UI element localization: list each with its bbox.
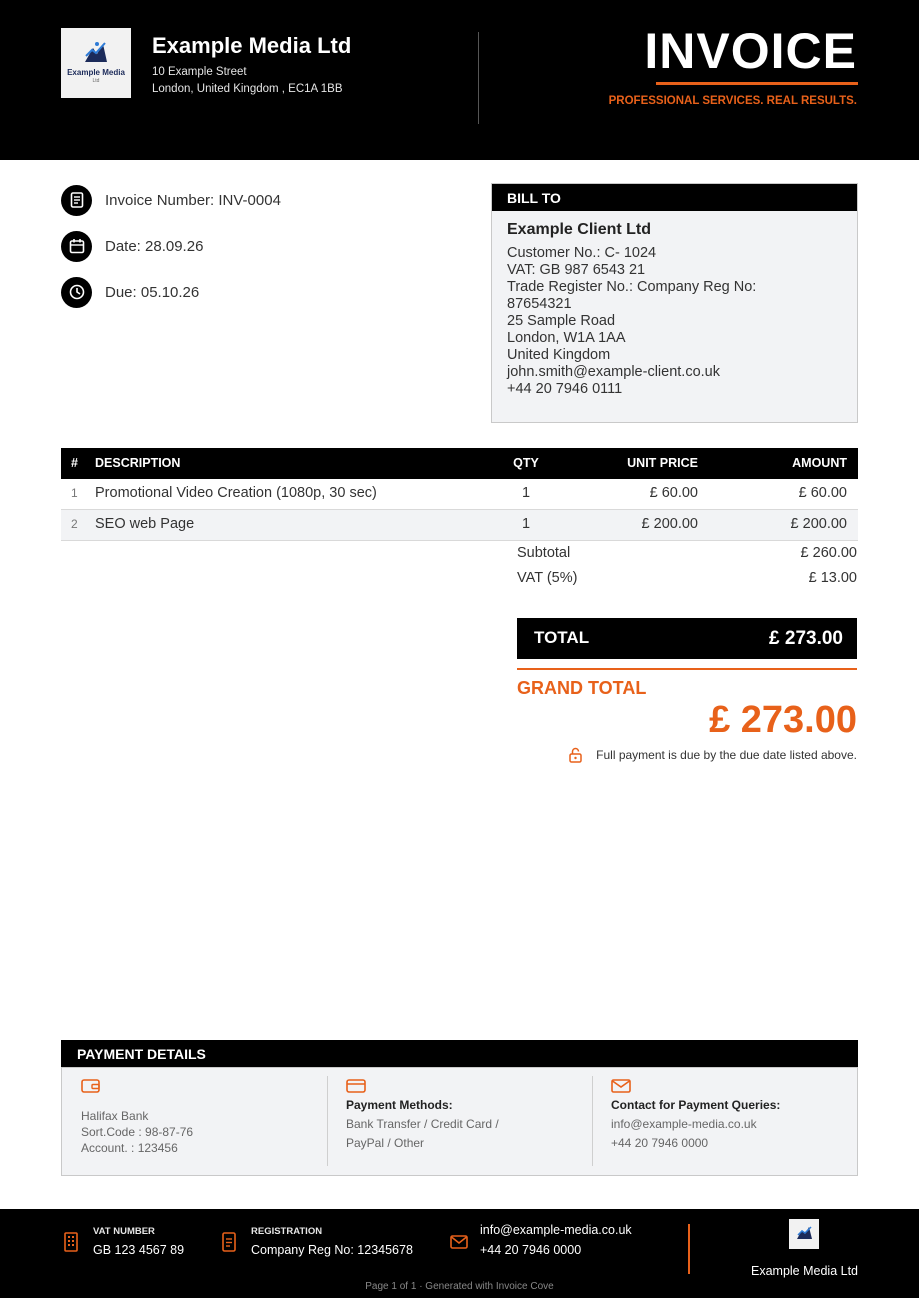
vat-label: VAT (5%) [517,570,578,586]
payment-methods-line: PayPal / Other [346,1136,425,1150]
contact-email[interactable]: info@example-media.co.uk [611,1117,757,1131]
column-divider [592,1076,593,1166]
grand-total-value: £ 273.00 [709,699,857,741]
wallet-icon [81,1078,101,1094]
table-row [61,479,858,510]
date-row [61,230,203,262]
title-underline [656,82,858,85]
invoice-title: INVOICE [644,23,857,79]
address-line: 10 Example Street [152,66,247,78]
invoice-date: Date: 28.09.26 [105,237,204,255]
row-num: 2 [71,517,78,531]
grand-total-label: GRAND TOTAL [517,678,647,698]
total-value: £ 273.00 [769,628,843,649]
payment-note [569,747,857,763]
vat-number-label: VAT NUMBER [93,1226,155,1237]
payment-details-heading: PAYMENT DETAILS [61,1040,858,1067]
contact-title: Contact for Payment Queries: [611,1098,781,1112]
payment-methods [346,1076,586,1166]
invoice-footer [0,1209,919,1298]
due-date: Due: 05.10.26 [105,283,200,301]
footer-logo [789,1219,819,1249]
total-label: TOTAL [534,628,590,647]
company-name: Example Media Ltd [152,33,352,58]
invoice-number: Invoice Number: INV-0004 [105,191,281,209]
client-detail-line: United Kingdom [507,347,611,363]
client-detail-line: Trade Register No.: Company Reg No: [507,279,757,295]
footer-phone: +44 20 7946 0000 [480,1243,582,1257]
client-detail-line: Customer No.: C- 1024 [507,245,657,261]
tagline: PROFESSIONAL SERVICES. REAL RESULTS. [608,95,857,107]
vat-row [517,570,857,586]
address-line: London, United Kingdom , EC1A 1BB [152,83,343,95]
table-row [61,510,858,541]
payment-methods-line: Bank Transfer / Credit Card / [346,1117,499,1131]
bank-name: Halifax Bank [81,1109,149,1123]
footer-company-name: Example Media Ltd [751,1264,859,1278]
invoice-header [0,0,919,160]
client-name: Example Client Ltd [507,221,652,238]
col-unit-price: UNIT PRICE [627,456,698,470]
footer-divider [688,1224,690,1274]
row-qty: 1 [521,485,531,501]
card-icon [346,1078,366,1094]
row-unit-price: £ 60.00 [649,485,698,501]
header-divider [478,32,479,124]
row-qty: 1 [521,516,531,532]
bill-to-heading: BILL TO [492,184,857,211]
row-amount: £ 200.00 [790,516,847,532]
logo-text: Example Media [67,68,125,77]
row-description: SEO web Page [95,516,195,532]
bank-details [81,1076,321,1166]
subtotal-label: Subtotal [517,545,571,561]
page-info: Page 1 of 1 · Generated with Invoice Cove [365,1281,554,1292]
due-row [61,276,199,308]
client-email: john.smith@example-client.co.uk [507,364,720,380]
col-qty: QTY [513,456,539,470]
footer-email[interactable]: info@example-media.co.uk [480,1223,632,1237]
client-detail-line: 25 Sample Road [507,313,616,329]
registration-label: REGISTRATION [251,1226,323,1237]
grand-total-divider [517,668,857,670]
payment-methods-title: Payment Methods: [346,1098,453,1112]
items-table-header [61,448,858,479]
contact-phone: +44 20 7946 0000 [611,1136,709,1150]
company-address [152,64,343,98]
client-details [507,245,857,398]
sort-code: Sort.Code : 98-87-76 [81,1125,194,1139]
invoice-number-row [61,184,281,216]
column-divider [327,1076,328,1166]
client-phone: +44 20 7946 0111 [507,381,623,397]
row-amount: £ 60.00 [798,485,847,501]
clock-icon [61,277,92,308]
col-num: # [71,456,78,470]
subtotal-value: £ 260.00 [800,545,857,561]
building-icon [63,1232,79,1252]
registration-value: Company Reg No: 12345678 [251,1243,413,1257]
vat-number-value: GB 123 4567 89 [93,1243,185,1257]
logo-subtext: Ltd [92,78,100,84]
client-detail-line: 87654321 [507,296,572,312]
mail-icon [611,1078,631,1094]
logo-mark-icon [789,1219,819,1249]
payment-contact [611,1076,851,1166]
company-logo [61,28,131,98]
col-description: DESCRIPTION [95,456,181,470]
total-bar [517,618,857,659]
payment-details-panel [61,1067,858,1176]
subtotal-row [517,545,857,561]
client-detail-line: London, W1A 1AA [507,330,626,346]
bill-to-panel [491,183,858,423]
row-description: Promotional Video Creation (1080p, 30 sec) [95,485,377,501]
account-number: Account. : 123456 [81,1141,178,1155]
logo-mark-icon [83,40,109,64]
vat-value: £ 13.00 [808,570,857,586]
document-icon [61,185,92,216]
calendar-icon [61,231,92,262]
unlock-icon [569,747,582,763]
payment-note-text: Full payment is due by the due date listed above. [596,748,857,762]
col-amount: AMOUNT [792,456,847,470]
row-unit-price: £ 200.00 [641,516,698,532]
client-detail-line: VAT: GB 987 6543 21 [507,262,646,278]
file-icon [221,1232,237,1252]
mail-icon [450,1235,468,1249]
row-num: 1 [71,486,78,500]
